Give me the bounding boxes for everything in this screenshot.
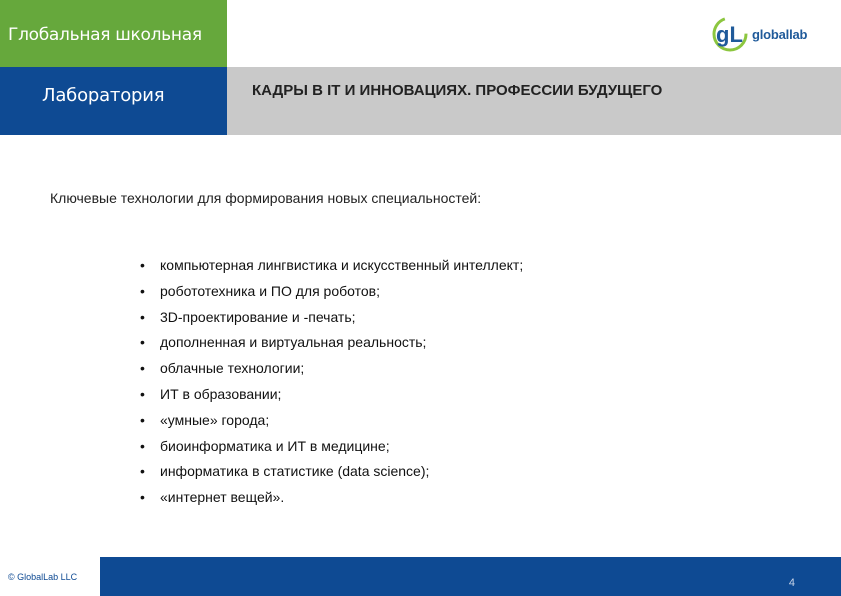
list-item: • «интернет вещей». xyxy=(140,489,285,506)
list-item: • дополненная и виртуальная реальность; xyxy=(140,334,427,351)
list-item: • 3D-проектирование и -печать; xyxy=(140,308,356,325)
technology-list xyxy=(140,257,523,515)
bullet-icon: • xyxy=(140,411,145,428)
content-subtitle: Ключевые технологии для формирования новых специальностей: xyxy=(50,190,482,206)
bullet-icon: • xyxy=(140,334,145,351)
list-item: • информатика в статистике (data science); xyxy=(140,463,430,480)
bullet-icon: • xyxy=(140,308,145,325)
list-item: • робототехника и ПО для роботов; xyxy=(140,282,380,299)
org-subtitle-banner xyxy=(0,67,227,135)
list-item: • «умные» города; xyxy=(140,411,270,428)
slide-title-bar xyxy=(227,67,841,135)
bullet-icon: • xyxy=(140,282,145,299)
bullet-icon: • xyxy=(140,437,145,454)
org-name-line2: Лаборатория xyxy=(42,85,165,106)
logo-text: globallab xyxy=(752,27,808,42)
org-name-line1: Глобальная школьная xyxy=(8,25,202,45)
list-item: • ИТ в образовании; xyxy=(140,385,282,402)
footer-copyright-area xyxy=(0,557,100,596)
bullet-icon: • xyxy=(140,489,145,506)
list-item: • компьютерная лингвистика и искусственный интеллект; xyxy=(140,257,524,273)
bullet-icon: • xyxy=(140,463,145,480)
slide-title: КАДРЫ В IT И ИННОВАЦИЯХ. ПРОФЕССИИ БУДУЩЕГО xyxy=(252,82,663,99)
org-name-banner xyxy=(0,0,227,67)
list-item: • облачные технологии; xyxy=(140,360,305,377)
page-number: 4 xyxy=(788,577,795,589)
bullet-icon: • xyxy=(140,360,145,377)
logo-mark: gL xyxy=(716,22,743,47)
bullet-icon: • xyxy=(140,257,145,273)
copyright-text: © GlobalLab LLC xyxy=(8,572,78,582)
list-item: • биоинформатика и ИТ в медицине; xyxy=(140,437,390,454)
bullet-icon: • xyxy=(140,385,145,402)
footer-bar xyxy=(100,557,841,596)
